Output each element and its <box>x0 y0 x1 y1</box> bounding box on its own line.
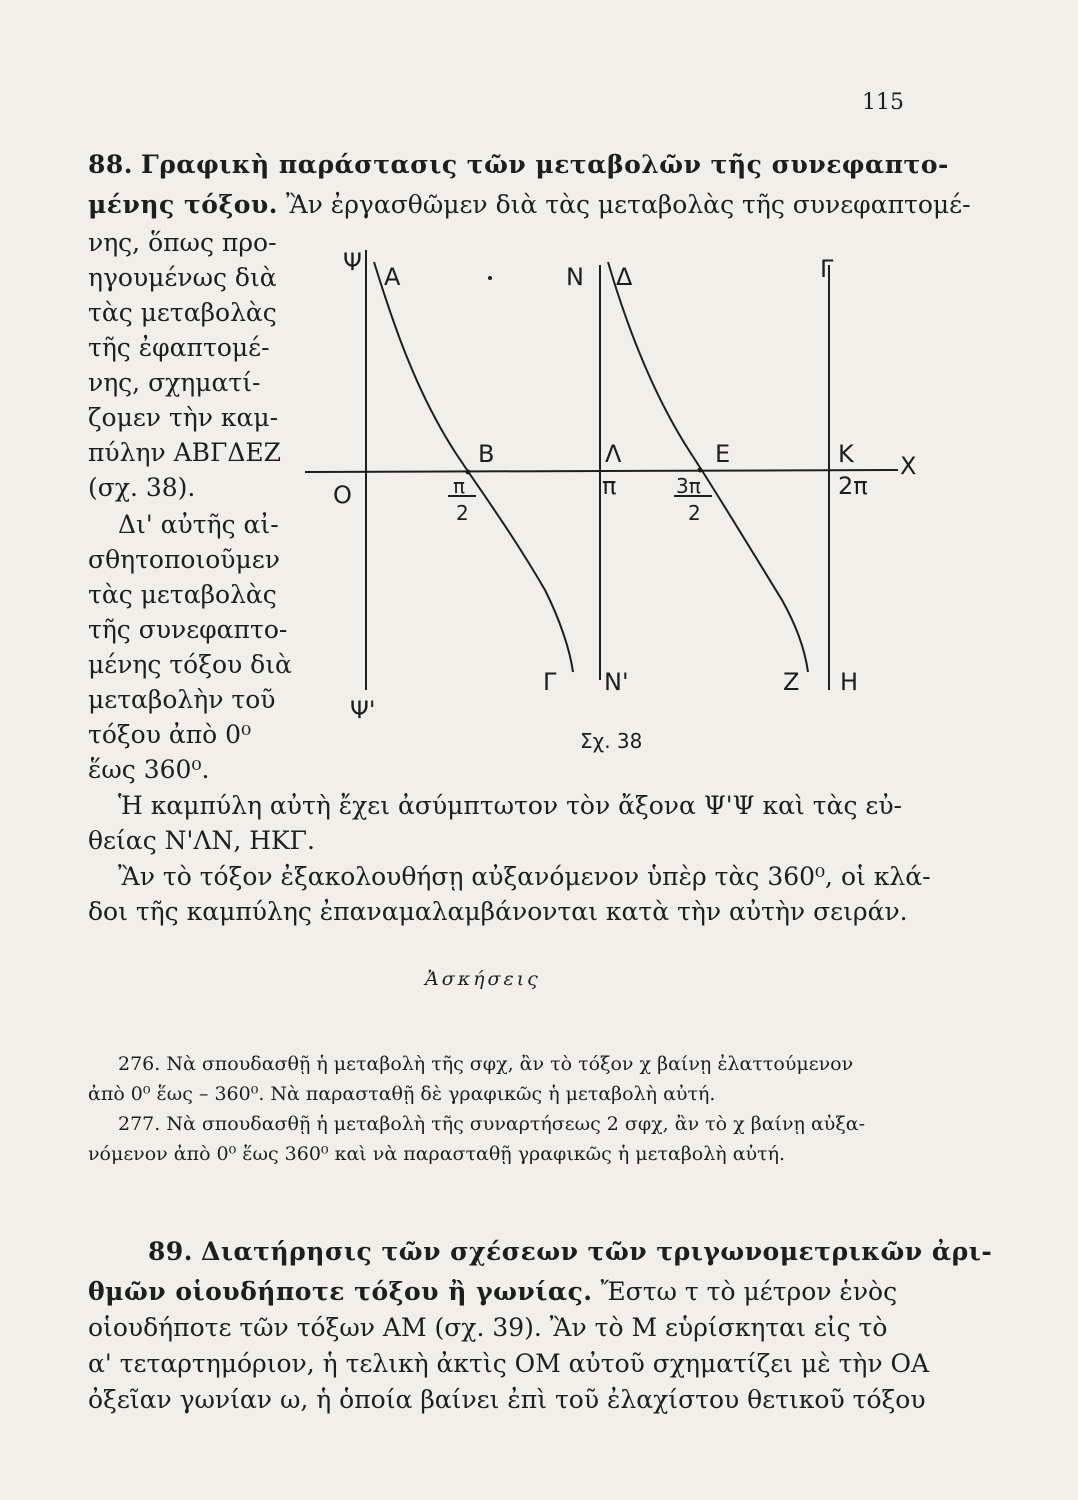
point-e <box>698 468 703 473</box>
label-n: Ν <box>566 263 584 291</box>
narrow-line: σθητοποιοῦμεν <box>88 545 280 574</box>
label-three-pi-half-num: 3π <box>676 474 701 498</box>
page-number: 115 <box>862 90 904 115</box>
exercise-line: ἀπὸ 0⁰ ἕως – 360⁰. Νὰ παρασταθῇ δὲ γραφικῶς ἡ μεταβολὴ αὐτή. <box>88 1083 716 1105</box>
curve-branch-2 <box>608 262 808 672</box>
exercises-heading: Ἀσκήσεις <box>425 968 541 990</box>
narrow-line: μεταβολὴν τοῦ <box>88 685 276 714</box>
label-pi: π <box>602 472 617 500</box>
narrow-line: τόξου ἀπὸ 0⁰ <box>88 720 252 749</box>
section-89-text-start: Ἔστω τ τὸ μέτρον ἑνὸς <box>600 1277 898 1306</box>
narrow-line: Δι' αὐτῆς αἰ- <box>118 510 279 539</box>
narrow-line: ηγουμένως διὰ <box>88 263 277 292</box>
paragraph-line: α' τεταρτημόριον, ἡ τελικὴ ἀκτὶς ΟΜ αὐτοῦ σχηματίζει μὲ τὴν ΟΑ <box>88 1349 930 1378</box>
narrow-line: ἕως 360⁰. <box>88 755 210 784</box>
label-delta: Δ <box>616 263 633 291</box>
label-z: Ζ <box>783 668 800 696</box>
label-h: Η <box>840 668 859 696</box>
paragraph-line: δοι τῆς καμπύλης ἐπαναμαλαμβάνονται κατὰ τὴν αὐτὴν σειράν. <box>88 897 908 926</box>
narrow-line: μένης τόξου διὰ <box>88 650 292 679</box>
label-pi-half-den: 2 <box>456 501 469 525</box>
narrow-line: τὰς μεταβολὰς <box>88 580 277 609</box>
point-dot <box>488 276 492 280</box>
label-n-prime: Ν' <box>604 668 629 696</box>
exercise-line: 276. Νὰ σπουδασθῇ ἡ μεταβολὴ τῆς σφχ, ἂν τὸ τόξον χ βαίνῃ ἐλαττούμενον <box>118 1053 854 1075</box>
label-a: Α <box>384 263 401 291</box>
section-89-title: Διατήρησις τῶν σχέσεων τῶν τριγωνομετρικῶν ἀρι- <box>200 1237 993 1266</box>
narrow-line: νης, ὅπως προ- <box>88 228 277 257</box>
label-lambda: Λ <box>605 440 622 468</box>
narrow-line: τῆς συνεφαπτο- <box>88 615 288 644</box>
label-origin: Ο <box>333 481 352 509</box>
label-gamma-bottom: Γ <box>543 668 557 696</box>
label-x: Χ <box>900 452 917 480</box>
section-88-title: Γραφικὴ παράστασις τῶν μεταβολῶν τῆς συνεφαπτο- <box>140 150 949 179</box>
section-89-title-line-1 <box>148 1237 992 1266</box>
exercise-line: 277. Νὰ σπουδασθῇ ἡ μεταβολὴ τῆς συναρτήσεως 2 σφχ, ἂν τὸ χ βαίνῃ αὐξα- <box>118 1113 866 1135</box>
paragraph-line: Ἡ καμπύλη αὐτὴ ἔχει ἀσύμπτωτον τὸν ἄξονα Ψ'Ψ καὶ τὰς εὐ- <box>118 791 903 820</box>
curve-branch-1 <box>374 262 573 672</box>
label-k: Κ <box>838 440 854 468</box>
label-psi-prime: Ψ' <box>350 696 376 724</box>
narrow-line: πύλην ΑΒΓΔΕΖ <box>88 438 282 467</box>
paragraph-line: θείας Ν'ΛΝ, ΗΚΓ. <box>88 826 315 855</box>
label-pi-half-num: π <box>453 474 466 498</box>
section-89-title-cont: θμῶν οἱουδήποτε τόξου ἢ γωνίας. <box>88 1277 593 1306</box>
narrow-line: (σχ. 38). <box>88 473 196 502</box>
narrow-line: ζομεν τὴν καμ- <box>88 403 279 432</box>
point-b <box>466 470 471 475</box>
paragraph-line: οἱουδήποτε τῶν τόξων ΑΜ (σχ. 39). Ἂν τὸ Μ εὑρίσκηται εἰς τὸ <box>88 1313 888 1342</box>
section-88-text-start: Ἂν ἐργασθῶμεν διὰ τὰς μεταβολὰς τῆς συνεφαπτομέ- <box>285 190 971 219</box>
exercise-line: νόμενον ἀπὸ 0⁰ ἕως 360⁰ καὶ νὰ παρασταθῇ γραφικῶς ἡ μεταβολὴ αὐτή. <box>88 1143 786 1165</box>
section-89-title-line-2 <box>88 1277 897 1306</box>
label-gamma-top: Γ <box>820 255 834 283</box>
label-two-pi: 2π <box>838 472 868 500</box>
figure-caption: Σχ. 38 <box>580 729 643 753</box>
label-b: Β <box>478 440 495 468</box>
narrow-line: νης, σχηματί- <box>88 368 261 397</box>
label-e: Ε <box>715 440 731 468</box>
label-psi: Ψ <box>343 248 362 276</box>
paragraph-line: ὀξεῖαν γωνίαν ω, ἡ ὁποία βαίνει ἐπὶ τοῦ ἐλαχίστου θετικοῦ τόξου <box>88 1385 926 1414</box>
section-88-title-cont: μένης τόξου. <box>88 190 278 219</box>
narrow-line: τῆς ἐφαπτομέ- <box>88 333 270 362</box>
label-three-pi-half-den: 2 <box>688 501 701 525</box>
section-88-number: 88. <box>88 150 133 179</box>
narrow-line: τὰς μεταβολὰς <box>88 298 277 327</box>
section-89-number: 89. <box>148 1237 193 1266</box>
paragraph-line: Ἂν τὸ τόξον ἐξακολουθήσῃ αὐξανόμενον ὑπὲρ τὰς 360⁰, οἱ κλά- <box>118 862 931 891</box>
